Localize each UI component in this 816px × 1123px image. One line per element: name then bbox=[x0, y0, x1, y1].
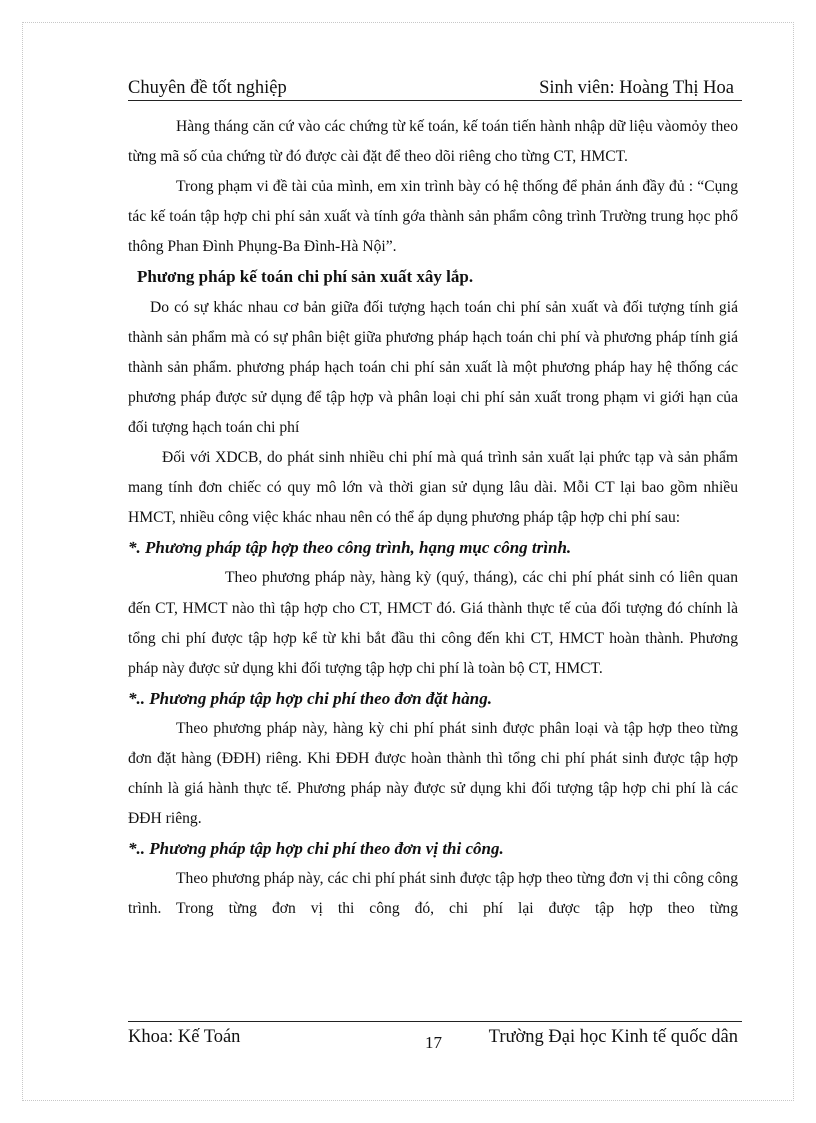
paragraph: Theo phương pháp này, các chi phí phát sinh được tập hợp theo từng đơn vị thi công công trình. Trong từng đơn vị thi công đó, chi phí lại được tập hợp theo từng bbox=[128, 870, 738, 918]
paragraph: Hàng tháng căn cứ vào các chứng từ kế toán, kế toán tiến hành nhập dữ liệu vàomỏy theo từng mã số của chứng từ đó được cài đặt để theo dõi riêng cho từng CT, HMCT. bbox=[128, 118, 738, 166]
header-document-type: Chuyên đề tốt nghiệp bbox=[128, 78, 287, 98]
page-border-top bbox=[22, 22, 794, 23]
footer-university: Trường Đại học Kinh tế quốc dân bbox=[488, 1027, 738, 1047]
footer-faculty: Khoa: Kế Toán bbox=[128, 1027, 241, 1047]
page-border-left bbox=[22, 22, 23, 1101]
subsection-heading: *. Phương pháp tập hợp theo công trình, hạng mục công trình. bbox=[128, 538, 572, 558]
page-number: 17 bbox=[425, 1033, 442, 1052]
page-border-bottom bbox=[22, 1100, 794, 1101]
paragraph: Theo phương pháp này, hàng kỳ (quý, tháng), các chi phí phát sinh có liên quan đến CT, HMCT nào thì tập hợp cho CT, HMCT đó. Giá thành thực tế của đối tượng đó chính là tổng chi phí được tập hợp kể từ khi bắt đầu thi công đến khi CT, HMCT hoàn thành. Phương pháp này được sử dụng khi đối tượng tập hợp chi phí là toàn bộ CT, HMCT. bbox=[128, 569, 738, 677]
page-footer bbox=[128, 1027, 740, 1051]
paragraph: Theo phương pháp này, hàng kỳ chi phí phát sinh được phân loại và tập hợp theo từng đơn đặt hàng (ĐĐH) riêng. Khi ĐĐH được hoàn thành thì tổng chi phí phát sinh được tập hợp chính là giá hành thực tế. Phương pháp này được sử dụng khi đối tượng tập hợp chi phí là các ĐĐH riêng. bbox=[128, 719, 738, 828]
page-border-right bbox=[793, 22, 794, 1101]
document-body bbox=[128, 112, 738, 925]
subsection-heading: *.. Phương pháp tập hợp chi phí theo đơn vị thi công. bbox=[128, 839, 504, 859]
header-student-name: Sinh viên: Hoàng Thị Hoa bbox=[539, 78, 734, 98]
paragraph: Đối với XDCB, do phát sinh nhiều chi phí mà quá trình sản xuất lại phức tạp và sản phẩm mang tính đơn chiếc có quy mô lớn và thời gian sử dụng lâu dài. Mỗi CT lại bao gồm nhiều HMCT, nhiều công việc khác nhau nên có thể áp dụng phương pháp tập hợp chi phí sau: bbox=[128, 449, 738, 527]
header-rule bbox=[128, 100, 742, 101]
paragraph: Trong phạm vi đề tài của mình, em xin trình bày có hệ thống để phản ánh đầy đủ : “Cụng tác kế toán tập hợp chi phí sản xuất và tính gớa thành sản phẩm công trình Trường trung học phổ thông Phan Đình Phụng-Ba Đình-Hà Nội”. bbox=[128, 178, 738, 256]
page-header bbox=[128, 78, 740, 98]
paragraph: Do có sự khác nhau cơ bản giữa đối tượng hạch toán chi phí sản xuất và đối tượng tính giá thành sản phẩm mà có sự phân biệt giữa phương pháp hạch toán chi phí và phương pháp tính giá thành sản phẩm. phương pháp hạch toán chi phí sản xuất là một phương pháp hay hệ thống các phương pháp được sử dụng để tập hợp và phân loại chi phí sản xuất trong phạm vi giới hạn của đối tượng hạch toán chi phí bbox=[128, 298, 738, 436]
subsection-heading: *.. Phương pháp tập hợp chi phí theo đơn đặt hàng. bbox=[128, 688, 492, 708]
section-heading: Phương pháp kế toán chi phí sản xuất xây lắp. bbox=[137, 267, 474, 287]
footer-rule bbox=[128, 1021, 742, 1022]
